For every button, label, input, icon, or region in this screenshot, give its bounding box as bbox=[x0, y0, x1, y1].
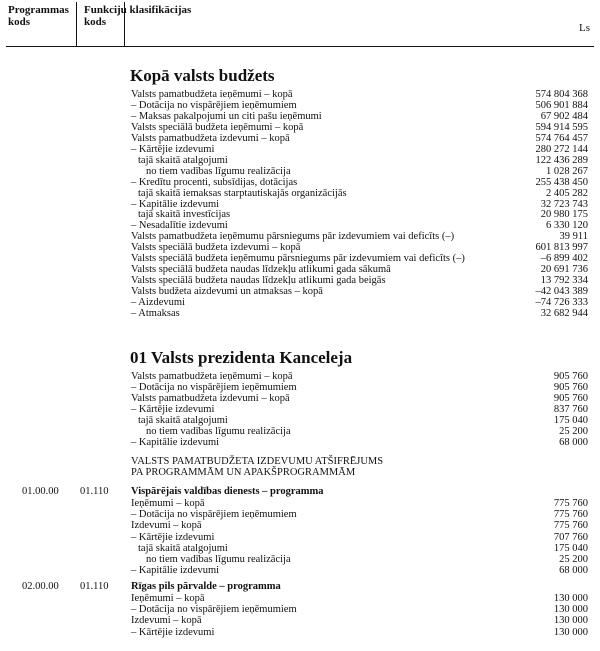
row-value: 68 000 bbox=[559, 436, 588, 448]
table-row bbox=[0, 498, 600, 509]
function-code: 01.110 bbox=[80, 486, 109, 497]
row-label: – Kārtējie izdevumi bbox=[131, 143, 215, 155]
table-row bbox=[0, 520, 600, 531]
table-row bbox=[0, 133, 600, 144]
row-label: Valsts speciālā budžeta ieņēmumu pārsniegums pār izdevumiem vai deficīts (–) bbox=[131, 253, 465, 265]
table-row bbox=[0, 89, 600, 100]
row-value: 506 901 884 bbox=[535, 99, 588, 111]
table-row bbox=[0, 253, 600, 264]
table-row bbox=[0, 615, 600, 626]
row-value: 905 760 bbox=[553, 392, 588, 404]
table-row bbox=[0, 426, 600, 437]
row-value: 1 028 267 bbox=[546, 165, 588, 177]
row-label: Valsts speciālā budžeta naudas līdzekļu atlikumi gada beigās bbox=[131, 275, 386, 287]
row-label: – Kapitālie izdevumi bbox=[131, 198, 220, 210]
row-label: – Kapitālie izdevumi bbox=[131, 565, 220, 577]
row-value: 13 792 334 bbox=[540, 275, 588, 287]
table-row bbox=[0, 393, 600, 404]
table-row bbox=[0, 100, 600, 111]
row-label: Valsts speciālā budžeta naudas līdzekļu atlikumi gada sākumā bbox=[131, 264, 391, 276]
row-label: – Maksas pakalpojumi un citi pašu ieņēmumi bbox=[131, 110, 322, 122]
row-label: Valsts pamatbudžeta izdevumi – kopā bbox=[131, 392, 290, 404]
table-row bbox=[0, 565, 600, 576]
table-row bbox=[0, 264, 600, 275]
row-label: Valsts pamatbudžeta ieņēmumu pārsniegums pār izdevumiem vai deficīts (–) bbox=[131, 231, 455, 243]
table-row bbox=[0, 188, 600, 199]
row-value: 574 804 368 bbox=[535, 89, 588, 100]
table-row bbox=[0, 122, 600, 133]
row-value: 905 760 bbox=[553, 371, 588, 382]
table-row bbox=[0, 308, 600, 319]
row-value: 25 200 bbox=[559, 425, 588, 437]
table-row bbox=[0, 111, 600, 122]
table-row bbox=[0, 627, 600, 638]
row-label: – Kapitālie izdevumi bbox=[131, 436, 220, 448]
row-label: – Dotācija no vispārējiem ieņēmumiem bbox=[131, 381, 297, 393]
row-value: 6 330 120 bbox=[546, 220, 588, 232]
row-value: 574 764 457 bbox=[535, 132, 588, 144]
table-row bbox=[0, 509, 600, 520]
row-label: Izdevumi – kopā bbox=[131, 615, 202, 627]
program-row bbox=[0, 486, 600, 497]
table-row bbox=[0, 177, 600, 188]
table-row bbox=[0, 209, 600, 220]
row-value: 255 438 450 bbox=[535, 176, 588, 188]
row-value: 130 000 bbox=[553, 615, 588, 627]
table-row bbox=[0, 371, 600, 382]
row-label: – Dotācija no vispārējiem ieņēmumiem bbox=[131, 509, 297, 521]
header-divider bbox=[124, 2, 125, 46]
table-row bbox=[0, 286, 600, 297]
row-value: –42 043 389 bbox=[535, 286, 588, 298]
header-rule bbox=[6, 46, 594, 47]
section-title-president-chancery: 01 Valsts prezidenta Kanceleja bbox=[130, 348, 353, 367]
row-label: – Dotācija no vispārējiem ieņēmumiem bbox=[131, 99, 297, 111]
program-code: 01.00.00 bbox=[22, 486, 59, 497]
row-label: – Kārtējie izdevumi bbox=[131, 403, 215, 415]
table-row bbox=[0, 220, 600, 231]
table-row bbox=[0, 604, 600, 615]
table-row bbox=[0, 166, 600, 177]
row-label: Valsts pamatbudžeta ieņēmumi – kopā bbox=[131, 371, 293, 382]
row-value: 775 760 bbox=[553, 509, 588, 521]
program-title: Vispārējais valdības dienests – programma bbox=[131, 486, 324, 497]
table-row bbox=[0, 404, 600, 415]
row-label: – Nesadalītie izdevumi bbox=[131, 220, 228, 232]
row-label: Valsts pamatbudžeta izdevumi – kopā bbox=[131, 132, 290, 144]
row-value: 175 040 bbox=[553, 542, 588, 554]
row-label: Valsts speciālā budžeta ieņēmumi – kopā bbox=[131, 121, 304, 133]
program-row bbox=[0, 581, 600, 592]
table-row bbox=[0, 144, 600, 155]
row-value: 594 914 595 bbox=[535, 121, 588, 133]
row-value: 837 760 bbox=[553, 403, 588, 415]
row-label: no tiem vadības līgumu realizācija bbox=[146, 425, 291, 437]
section-title-total-budget: Kopā valsts budžets bbox=[130, 66, 275, 85]
program-code: 02.00.00 bbox=[22, 581, 59, 592]
row-label: Izdevumi – kopā bbox=[131, 520, 202, 532]
row-value: –6 899 402 bbox=[540, 253, 588, 265]
table-row bbox=[0, 532, 600, 543]
row-label: no tiem vadības līgumu realizācija bbox=[146, 554, 291, 565]
table-row bbox=[0, 415, 600, 426]
row-value: 130 000 bbox=[553, 626, 588, 638]
row-value: 130 000 bbox=[553, 593, 588, 604]
row-value: –74 726 333 bbox=[535, 297, 588, 309]
row-value: 20 980 175 bbox=[540, 209, 588, 221]
row-value: 25 200 bbox=[559, 554, 588, 565]
row-label: tajā skaitā investīcijas bbox=[138, 209, 231, 221]
row-label: Valsts speciālā budžeta izdevumi – kopā bbox=[131, 242, 301, 254]
table-row bbox=[0, 543, 600, 554]
header-divider bbox=[76, 2, 77, 46]
breakdown-heading-line1: VALSTS PAMATBUDŽETA IZDEVUMU ATŠIFRĒJUMS bbox=[131, 456, 384, 467]
row-label: tajā skaitā atalgojumi bbox=[138, 154, 228, 166]
row-value: 707 760 bbox=[553, 531, 588, 543]
breakdown-heading-line2: PA PROGRAMMĀM UN APAKŠPROGRAMMĀM bbox=[131, 467, 356, 478]
function-code: 01.110 bbox=[80, 581, 109, 592]
row-label: – Kārtējie izdevumi bbox=[131, 531, 215, 543]
header-program-code: Programmas kods bbox=[8, 4, 69, 28]
row-label: tajā skaitā iemaksas starptautiskajās organizācijās bbox=[138, 187, 347, 199]
table-row bbox=[0, 382, 600, 393]
row-label: tajā skaitā atalgojumi bbox=[138, 414, 228, 426]
row-value: 175 040 bbox=[553, 414, 588, 426]
row-label: no tiem vadības līgumu realizācija bbox=[146, 165, 291, 177]
row-label: – Atmaksas bbox=[131, 308, 180, 319]
row-value: 775 760 bbox=[553, 520, 588, 532]
header-function-code: Funkciju klasifikācijas kods bbox=[84, 4, 192, 28]
table-row bbox=[0, 231, 600, 242]
row-value: 122 436 289 bbox=[535, 154, 588, 166]
row-label: – Kredītu procenti, subsīdijas, dotācijas bbox=[131, 176, 298, 188]
row-value: 20 691 736 bbox=[540, 264, 588, 276]
row-label: – Kārtējie izdevumi bbox=[131, 626, 215, 638]
row-label: – Aizdevumi bbox=[131, 297, 185, 309]
row-value: 2 405 282 bbox=[546, 187, 588, 199]
row-value: 601 813 997 bbox=[535, 242, 588, 254]
row-value: 130 000 bbox=[553, 604, 588, 616]
row-label: Ieņēmumi – kopā bbox=[131, 498, 205, 509]
row-label: – Dotācija no vispārējiem ieņēmumiem bbox=[131, 604, 297, 616]
row-label: Valsts pamatbudžeta ieņēmumi – kopā bbox=[131, 89, 293, 100]
table-row bbox=[0, 554, 600, 565]
table-row bbox=[0, 437, 600, 448]
table-row bbox=[0, 297, 600, 308]
row-value: 39 911 bbox=[559, 231, 588, 243]
table-row bbox=[0, 199, 600, 210]
row-label: Valsts budžeta aizdevumi un atmaksas – kopā bbox=[131, 286, 323, 298]
row-label: tajā skaitā atalgojumi bbox=[138, 542, 228, 554]
row-label: Ieņēmumi – kopā bbox=[131, 593, 205, 604]
header-currency: Ls bbox=[579, 22, 590, 34]
row-value: 32 682 944 bbox=[540, 308, 588, 319]
row-value: 32 723 743 bbox=[540, 198, 588, 210]
table-row bbox=[0, 242, 600, 253]
program-title: Rīgas pils pārvalde – programma bbox=[131, 581, 281, 592]
row-value: 280 272 144 bbox=[535, 143, 588, 155]
table-row bbox=[0, 155, 600, 166]
table-row bbox=[0, 593, 600, 604]
row-value: 67 902 484 bbox=[540, 110, 588, 122]
row-value: 905 760 bbox=[553, 381, 588, 393]
row-value: 775 760 bbox=[553, 498, 588, 509]
row-value: 68 000 bbox=[559, 565, 588, 577]
table-row bbox=[0, 275, 600, 286]
